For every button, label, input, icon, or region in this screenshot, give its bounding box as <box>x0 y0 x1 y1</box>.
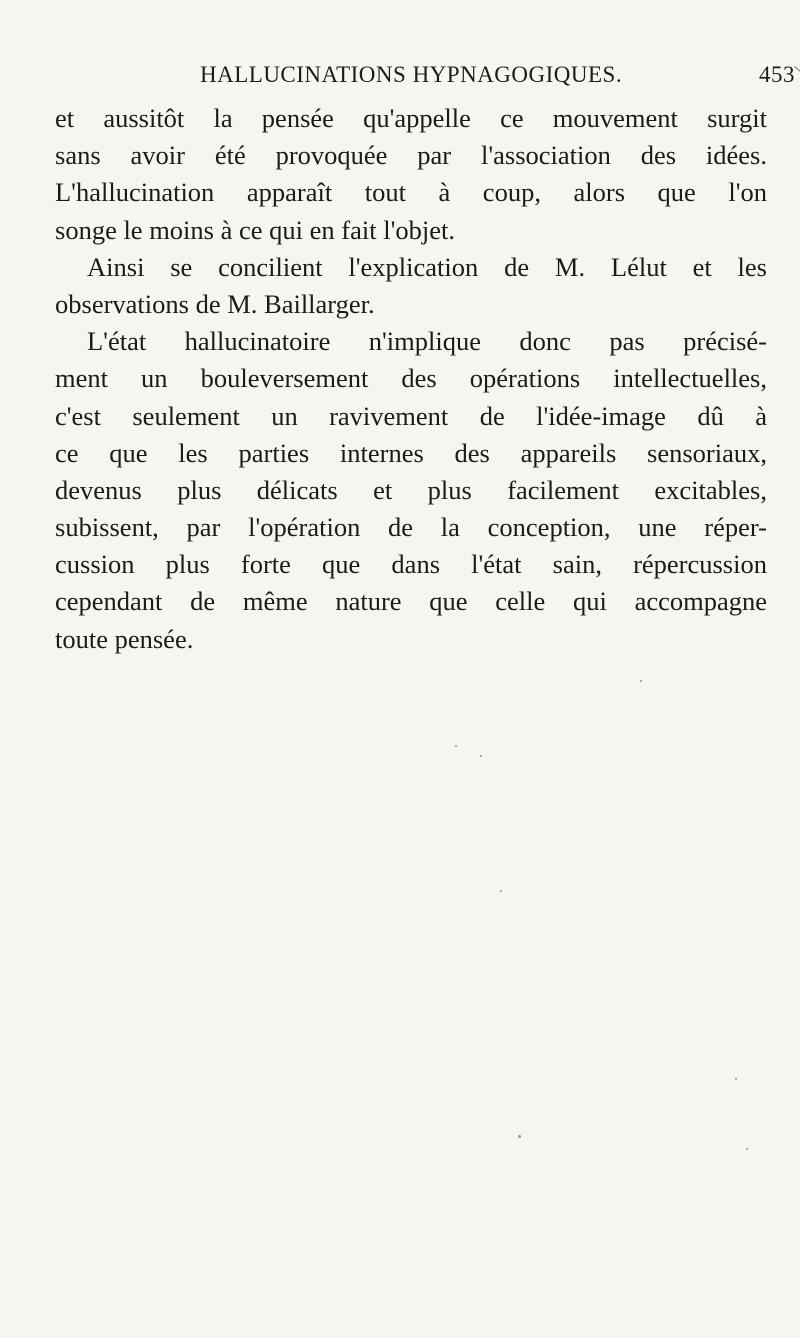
text-line: ce que les parties internes des appareils sensoriaux, <box>55 437 767 468</box>
text-line: songe le moins à ce qui en fait l'objet. <box>55 214 455 245</box>
paper-speck <box>518 1135 521 1138</box>
text-line: sans avoir été provoquée par l'association des idées. <box>55 140 767 171</box>
paper-speck <box>480 755 482 757</box>
text-line: toute pensée. <box>55 623 194 654</box>
text-line: subissent, par l'opération de la conception, une réper- <box>55 512 767 543</box>
text-line: et aussitôt la pensée qu'appelle ce mouvement surgit <box>55 103 767 133</box>
text-line: cependant de même nature que celle qui accompagne <box>55 586 767 617</box>
page-number: 453 <box>759 62 795 87</box>
body-text <box>55 100 767 658</box>
running-head <box>200 62 795 92</box>
text-line: cussion plus forte que dans l'état sain, répercussion <box>55 549 767 580</box>
paragraph-first-line: L'état hallucinatoire n'implique donc pas précisé- <box>87 326 767 357</box>
text-line: ment un bouleversement des opérations intellectuelles, <box>55 363 767 394</box>
paper-speck <box>455 745 457 747</box>
running-title: HALLUCINATIONS HYPNAGOGIQUES. <box>200 62 623 87</box>
paper-speck <box>640 680 642 682</box>
text-line: L'hallucination apparaît tout à coup, alors que l'on <box>55 177 767 208</box>
paper-speck <box>746 1148 748 1150</box>
text-line: observations de M. Baillarger. <box>55 288 375 319</box>
text-line: c'est seulement un ravivement de l'idée-image dû à <box>55 400 767 431</box>
paragraph-first-line: Ainsi se concilient l'explication de M. Lélut et les <box>87 251 767 282</box>
text-line: devenus plus délicats et plus facilement excitables, <box>55 474 767 505</box>
paper-speck <box>500 890 502 892</box>
paper-speck <box>735 1078 737 1080</box>
